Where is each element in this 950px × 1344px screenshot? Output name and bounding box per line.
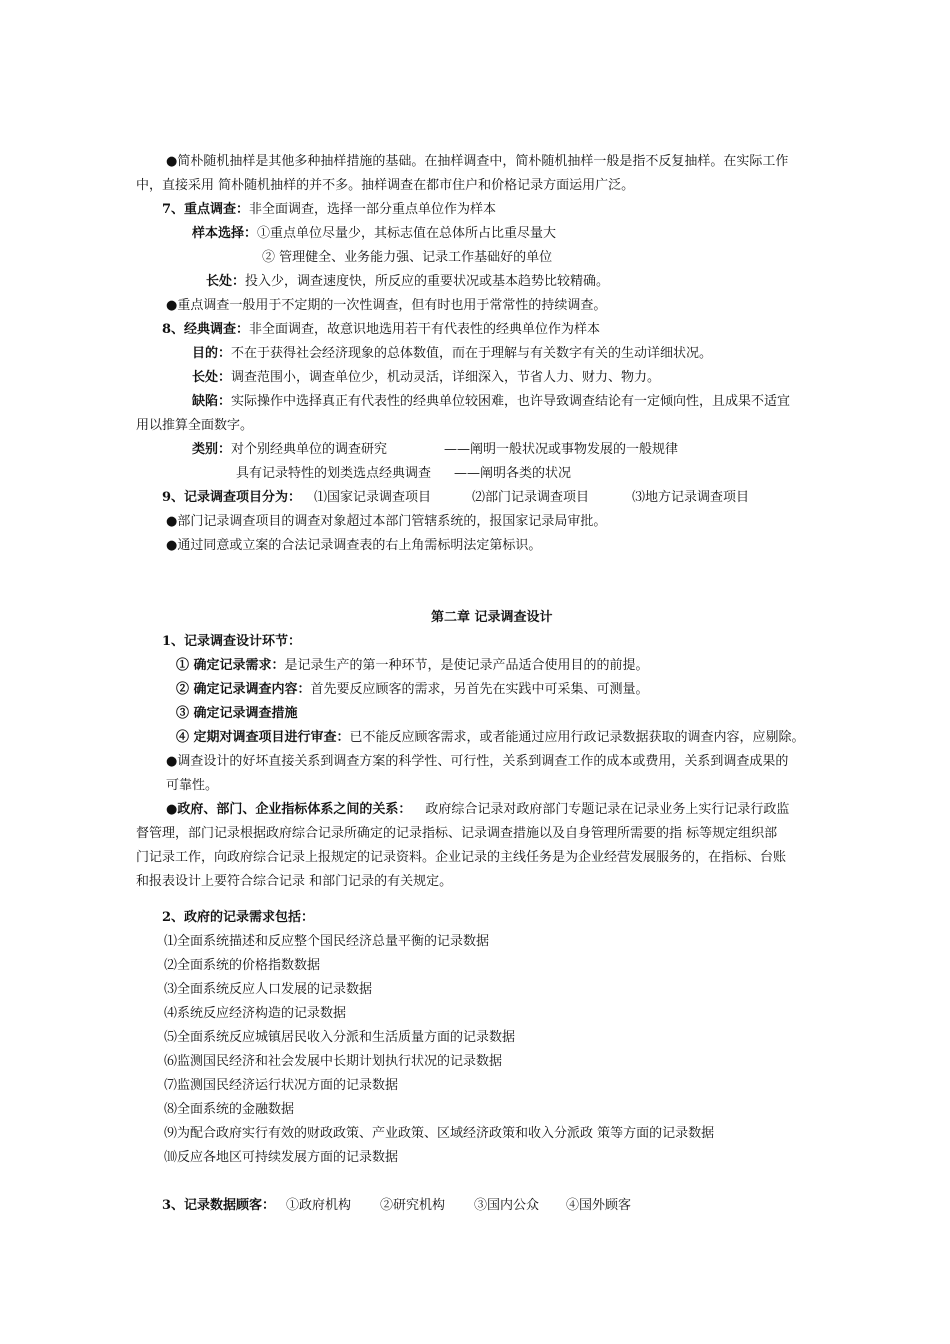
bullet-key-survey: ●重点调查一般用于不定期的一次性调查，但有时也用于常常性的持续调查。: [166, 298, 607, 313]
relationship-paragraph-line1: [166, 801, 789, 819]
heading-data-customers: 3、记录数据顾客：: [162, 1198, 276, 1213]
relationship-label: ●政府、部门、企业指标体系之间的关系：: [166, 802, 412, 817]
sample-selection-item-2: ② 管理健全、业务能力强、记录工作基础好的单位: [262, 250, 553, 265]
advantage-text: 调查范围小，调查单位少，机动灵活，详细深入，节省人力、财力、物力。: [231, 370, 661, 385]
para-9-item-2: ⑵部门记录调查项目: [472, 490, 590, 505]
disadvantage-label: 缺陷：: [192, 394, 232, 409]
para-8-label: 8、经典调查：: [162, 322, 250, 337]
para-9-item-3: ⑶地方记录调查项目: [632, 490, 750, 505]
bullet-department-projects: ●部门记录调查项目的调查对象超过本部门管辖系统的，报国家记录局审批。: [166, 514, 607, 529]
step-2-text: 首先要反应顾客的需求，另首先在实践中可采集、可测量。: [310, 682, 649, 697]
list-item: ⑻全面系统的金融数据: [164, 1102, 295, 1117]
step-4-label: ④ 定期对调查项目进行审查：: [176, 730, 350, 745]
list-item: ⑽反应各地区可持续发展方面的记录数据: [164, 1150, 399, 1165]
key-survey-advantage: [206, 273, 609, 291]
typical-survey-disadvantage-line1: [192, 393, 790, 411]
relationship-text: 政府综合记录对政府部门专题记录在记录业务上实行记录行政监: [425, 802, 790, 817]
bullet-design-quality-line2: 可靠性。: [166, 778, 219, 793]
customer-item: ③国内公众: [474, 1198, 540, 1213]
step-4-text: 已不能反应顾客需求，或者能通过应用行政记录数据获取的调查内容，应剔除。: [349, 730, 805, 745]
customer-item: ②研究机构: [380, 1198, 446, 1213]
list-item: ⑶全面系统反应人口发展的记录数据: [164, 982, 373, 997]
advantage-text: 投入少，调查速度快，所反应的重要状况或基本趋势比较精确。: [245, 274, 610, 289]
typical-survey-type-1: [192, 441, 387, 459]
sample-selection-label: 样本选择：: [192, 226, 258, 241]
list-item: ⑷系统反应经济构造的记录数据: [164, 1006, 347, 1021]
bullet-design-quality-line1: ●调查设计的好坏直接关系到调查方案的科学性、可行性，关系到调查工作的成本或费用，关系到调查成果的: [166, 754, 789, 769]
heading-design-steps: 1、记录调查设计环节：: [162, 634, 302, 649]
customer-item: ①政府机构: [286, 1198, 352, 1213]
list-item: ⑼为配合政府实行有效的财政政策、产业政策、区域经济政策和收入分派政 策等方面的记录数据: [164, 1126, 715, 1141]
typical-survey-disadvantage-line2: 用以推算全面数字。: [136, 418, 254, 433]
design-step-3: ③ 确定记录调查措施: [176, 706, 298, 721]
list-item: ⑺监测国民经济运行状况方面的记录数据: [164, 1078, 399, 1093]
relationship-paragraph-line2: 督管理，部门记录根据政府综合记录所确定的记录指标、记录调查措施以及自身管理所需要的指 标等规定组织部: [136, 826, 778, 841]
bullet-legal-form: ●通过同意或立案的合法记录调查表的右上角需标明法定第标识。: [166, 538, 542, 553]
para-7-key-survey: [162, 201, 496, 219]
chapter-title: 第二章 记录调查设计: [431, 610, 553, 625]
para-9-item-1: ⑴国家记录调查项目: [314, 490, 432, 505]
typical-survey-advantage: [192, 369, 660, 387]
step-1-text: 是记录生产的第一种环节，是使记录产品适合使用目的的前提。: [284, 658, 649, 673]
para-7-text: 非全面调查，选择一部分重点单位作为样本: [249, 202, 497, 217]
sample-selection-item-1: ①重点单位尽量少，其标志值在总体所占比重尽量大: [257, 226, 557, 241]
type-2-description: ——阐明各类的状况: [454, 466, 572, 481]
para-8-text: 非全面调查，故意识地选用若干有代表性的经典单位作为样本: [249, 322, 601, 337]
typical-survey-type-2: 具有记录特性的划类选点经典调查: [236, 466, 432, 481]
list-item: ⑹监测国民经济和社会发展中长期计划执行状况的记录数据: [164, 1054, 503, 1069]
step-2-label: ② 确定记录调查内容：: [176, 682, 311, 697]
list-item: ⑴全面系统描述和反应整个国民经济总量平衡的记录数据: [164, 934, 490, 949]
para-7-label: 7、重点调查：: [162, 202, 250, 217]
step-1-label: ① 确定记录需求：: [176, 658, 285, 673]
relationship-paragraph-line4: 和报表设计上要符合综合记录 和部门记录的有关规定。: [136, 874, 453, 889]
advantage-label: 长处：: [206, 274, 246, 289]
disadvantage-text: 实际操作中选择真正有代表性的经典单位较困难，也许导致调查结论有一定倾向性，且成果不适宜: [231, 394, 791, 409]
design-step-2: [176, 681, 649, 699]
para-9-label: 9、记录调查项目分为：: [162, 490, 302, 505]
list-item: ⑸全面系统反应城镇居民收入分派和生活质量方面的记录数据: [164, 1030, 516, 1045]
purpose-label: 目的：: [192, 346, 232, 361]
design-step-1: [176, 657, 649, 675]
type-1-text: 对个别经典单位的调查研究: [231, 442, 388, 457]
bullet-simple-random-line2: 中，直接采用 简朴随机抽样的并不多。抽样调查在都市住户和价格记录方面运用广泛。: [136, 178, 635, 193]
relationship-paragraph-line3: 门记录工作，向政府综合记录上报规定的记录资料。企业记录的主线任务是为企业经营发展服务的，在指标、台账: [136, 850, 787, 865]
heading-government-needs: 2、政府的记录需求包括：: [162, 910, 315, 925]
bullet-simple-random-line1: ●简朴随机抽样是其他多种抽样措施的基础。在抽样调查中，简朴随机抽样一般是指不反复抽样。在实际工作: [166, 154, 789, 169]
customer-item: ④国外顾客: [566, 1198, 632, 1213]
advantage-label: 长处：: [192, 370, 232, 385]
list-item: ⑵全面系统的价格指数数据: [164, 958, 321, 973]
purpose-text: 不在于获得社会经济现象的总体数值，而在于理解与有关数字有关的生动详细状况。: [231, 346, 713, 361]
type-label: 类别：: [192, 442, 232, 457]
sample-selection: [192, 225, 556, 243]
design-step-4: [176, 729, 805, 747]
para-8-typical-survey: [162, 321, 600, 339]
type-1-description: ——阐明一般状况或事物发展的一般规律: [444, 442, 679, 457]
typical-survey-purpose: [192, 345, 712, 363]
